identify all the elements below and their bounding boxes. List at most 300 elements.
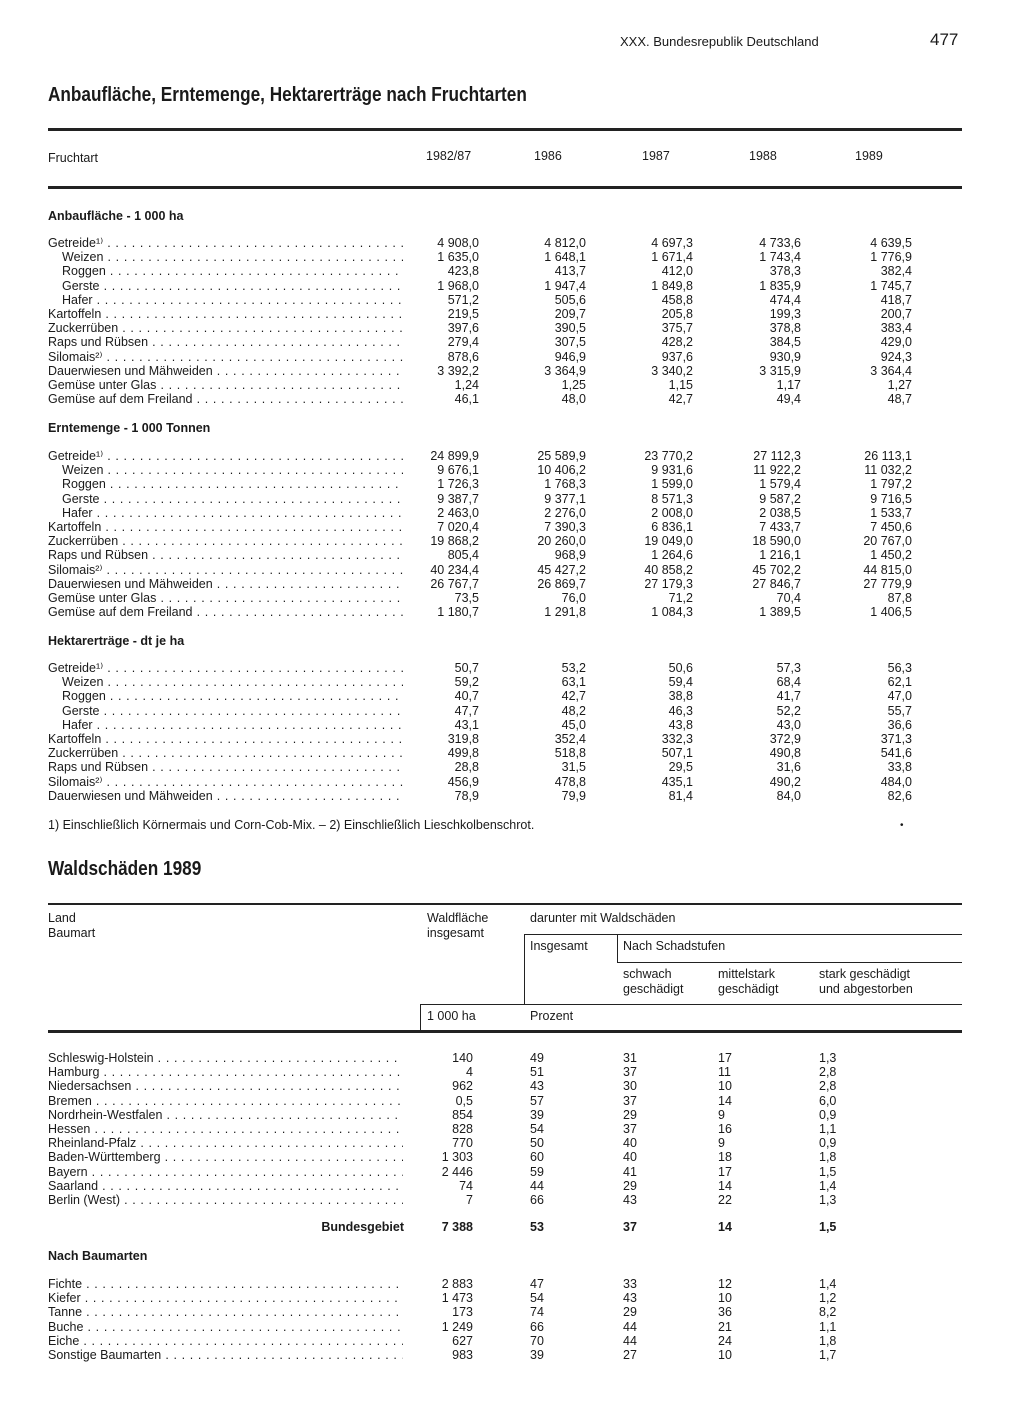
row-label: Kartoffeln . . .	[48, 520, 403, 534]
table-row	[0, 1150, 1024, 1164]
col-1987: 1987	[642, 149, 670, 163]
cell-waldflaeche: 74	[459, 1178, 473, 1193]
table-row	[0, 236, 1024, 250]
cell-value: 1 768,3	[544, 477, 586, 492]
cell-value: 1,8	[819, 1333, 837, 1348]
cell-value: 26 113,1	[864, 449, 912, 463]
row-label: Weizen . . .	[62, 250, 403, 264]
cell-value: 56,3	[887, 661, 912, 675]
row-label: Bayern . . .	[48, 1165, 403, 1179]
cell-value: 383,4	[880, 321, 912, 336]
cell-value: 352,4	[554, 732, 586, 746]
cell-value: 54	[530, 1122, 544, 1136]
cell-value: 7 450,6	[870, 520, 912, 534]
cell-value: 48,2	[561, 703, 586, 718]
cell-value: 319,8	[447, 732, 479, 746]
cell-value: 40	[623, 1150, 637, 1165]
cell-value: 375,7	[661, 321, 693, 336]
row-label: Saarland . . .	[48, 1179, 403, 1193]
cell-value: 45,0	[561, 717, 586, 732]
table-row	[0, 732, 1024, 746]
cell-value: 378,3	[769, 264, 801, 279]
cell-value: 30	[623, 1079, 637, 1094]
cell-value: 40 234,4	[430, 562, 479, 577]
cell-value: 60	[530, 1150, 544, 1165]
cell-value: 25 589,9	[537, 449, 586, 463]
cell-waldflaeche: 627	[452, 1333, 473, 1348]
row-label: Getreide¹⁾ . . .	[48, 661, 403, 675]
cell-value: 1,8	[819, 1150, 837, 1165]
table-row	[0, 307, 1024, 321]
cell-value: 70,4	[776, 591, 801, 605]
cell-value: 27 112,3	[753, 449, 801, 463]
row-label: Rheinland-Pfalz . . .	[48, 1136, 403, 1150]
cell-value: 1,17	[776, 378, 801, 392]
table-row	[0, 1334, 1024, 1348]
cell-value: 1,3	[819, 1193, 837, 1207]
cell-value: 541,6	[880, 746, 912, 761]
cell-value: 1 406,5	[870, 605, 912, 620]
cell-value: 1 533,7	[870, 505, 912, 520]
head-waldflaeche: Waldfläche	[427, 911, 489, 925]
table-row	[0, 378, 1024, 392]
rule-darunter	[524, 934, 962, 935]
cell-value: 4 697,3	[651, 236, 693, 250]
col-1988: 1988	[749, 149, 777, 163]
row-label: Kartoffeln . . .	[48, 307, 403, 321]
head-baumart: Baumart	[48, 926, 96, 940]
cell-value: 53	[530, 1220, 544, 1234]
cell-waldflaeche: 770	[452, 1136, 473, 1151]
table-row	[0, 1122, 1024, 1136]
cell-value: 9 377,1	[544, 491, 586, 506]
row-label: Gemüse auf dem Freiland . . .	[48, 605, 403, 619]
cell-value: 43,0	[776, 717, 801, 732]
cell-waldflaeche: 1 249	[441, 1319, 473, 1334]
cell-value: 507,1	[661, 746, 693, 761]
cell-value: 41	[623, 1164, 637, 1179]
cell-waldflaeche: 0,5	[455, 1093, 473, 1108]
cell-value: 9 716,5	[870, 491, 912, 506]
cell-waldflaeche: 173	[452, 1305, 473, 1320]
cell-value: 9	[718, 1107, 725, 1122]
row-label: Dauerwiesen und Mähweiden . . .	[48, 577, 403, 591]
cell-value: 29	[623, 1178, 637, 1193]
table-row	[0, 577, 1024, 591]
row-label: Gerste . . .	[62, 492, 403, 506]
cell-value: 1 743,4	[759, 250, 801, 265]
row-label: Silomais²⁾ . . .	[48, 563, 403, 577]
table-row	[0, 1291, 1024, 1305]
cell-value: 505,6	[554, 292, 586, 307]
cell-waldflaeche: 962	[452, 1079, 473, 1094]
cell-value: 33	[623, 1277, 637, 1291]
cell-value: 66	[530, 1319, 544, 1334]
cell-value: 10 406,2	[537, 463, 586, 478]
cell-value: 937,6	[661, 349, 693, 364]
cell-value: 4 812,0	[544, 236, 586, 250]
cell-value: 46,3	[668, 703, 693, 718]
table-row	[0, 1305, 1024, 1319]
cell-value: 0,9	[819, 1136, 837, 1151]
cell-value: 21	[718, 1319, 732, 1334]
cell-value: 456,9	[447, 774, 479, 789]
cell-value: 19 868,2	[430, 534, 479, 549]
cell-value: 73,5	[454, 591, 479, 605]
row-label: Zuckerrüben . . .	[48, 746, 403, 760]
table1-footnote: 1) Einschließlich Körnermais und Corn-Cob-Mix. – 2) Einschließlich Lieschkolbenschrot.	[48, 818, 535, 832]
cell-value: 49	[530, 1051, 544, 1065]
cell-value: 1,25	[561, 378, 586, 392]
cell-value: 48,0	[561, 392, 586, 407]
cell-value: 412,0	[661, 264, 693, 279]
table-row	[0, 250, 1024, 264]
cell-value: 1 579,4	[759, 477, 801, 492]
cell-value: 44	[623, 1333, 637, 1348]
cell-value: 7 433,7	[759, 520, 801, 534]
cell-value: 46,1	[454, 392, 479, 407]
cell-value: 31,6	[776, 760, 801, 775]
cell-value: 11 922,2	[753, 463, 801, 478]
row-label: Gemüse auf dem Freiland . . .	[48, 392, 403, 406]
cell-value: 27 846,7	[752, 576, 801, 591]
cell-value: 474,4	[769, 292, 801, 307]
head-waldflaeche-insgesamt: insgesamt	[427, 926, 484, 940]
cell-value: 484,0	[880, 774, 912, 789]
row-label: Gemüse unter Glas . . .	[48, 591, 403, 605]
row-label: Zuckerrüben . . .	[48, 321, 403, 335]
cell-value: 209,7	[554, 307, 586, 321]
table-row	[0, 364, 1024, 378]
cell-value: 3 364,4	[870, 363, 912, 378]
cell-value: 59,2	[454, 675, 479, 690]
cell-value: 29	[623, 1305, 637, 1320]
cell-value: 11	[718, 1065, 731, 1080]
cell-value: 490,2	[769, 774, 801, 789]
cell-value: 279,4	[447, 335, 479, 350]
cell-value: 7 020,4	[437, 520, 479, 534]
cell-value: 48,7	[887, 392, 912, 407]
cell-value: 1,3	[819, 1051, 837, 1065]
cell-value: 78,9	[454, 788, 479, 803]
table-row	[0, 392, 1024, 406]
table2-head-rule	[48, 1030, 962, 1033]
cell-value: 1 745,7	[870, 278, 912, 293]
cell-value: 40,7	[454, 689, 479, 704]
head-land: Land	[48, 911, 76, 925]
cell-value: 924,3	[880, 349, 912, 364]
section-heading: Hektarerträge - dt je ha	[48, 634, 185, 648]
cell-value: 571,2	[447, 292, 479, 307]
cell-value: 36	[718, 1305, 732, 1320]
cell-value: 418,7	[880, 292, 912, 307]
table2-title: Waldschäden 1989	[48, 858, 202, 880]
row-label: Dauerwiesen und Mähweiden . . .	[48, 364, 403, 378]
cell-value: 12	[718, 1277, 732, 1291]
cell-value: 9	[718, 1136, 725, 1151]
cell-value: 59	[530, 1164, 544, 1179]
row-label: Hessen . . .	[48, 1122, 403, 1136]
cell-value: 44 815,0	[863, 562, 912, 577]
cell-value: 17	[718, 1164, 732, 1179]
cell-value: 4 733,6	[759, 236, 801, 250]
cell-value: 41,7	[776, 689, 801, 704]
table-row	[0, 1094, 1024, 1108]
cell-value: 200,7	[880, 307, 912, 321]
cell-value: 1,1	[819, 1319, 837, 1334]
cell-value: 43,1	[454, 717, 479, 732]
row-label: Roggen . . .	[62, 264, 403, 278]
row-label: Roggen . . .	[62, 477, 403, 491]
row-label: Schleswig-Holstein . . .	[48, 1051, 403, 1065]
cell-value: 2 276,0	[544, 505, 586, 520]
head-insgesamt: Insgesamt	[530, 939, 588, 953]
row-label: Getreide¹⁾ . . .	[48, 236, 403, 250]
cell-value: 84,0	[776, 788, 801, 803]
cell-value: 26 869,7	[537, 576, 586, 591]
cell-value: 1 968,0	[437, 278, 479, 293]
cell-value: 413,7	[554, 264, 586, 279]
cell-value: 68,4	[776, 675, 801, 690]
cell-value: 397,6	[447, 321, 479, 336]
table-row	[0, 321, 1024, 335]
row-label: Raps und Rübsen . . .	[48, 760, 403, 774]
table-row	[0, 264, 1024, 278]
table-row	[0, 760, 1024, 774]
cell-value: 1 947,4	[544, 278, 586, 293]
table1-title: Anbaufläche, Erntemenge, Hektarerträge nach Fruchtarten	[48, 84, 527, 106]
table-row	[0, 1136, 1024, 1150]
cell-value: 23 770,2	[644, 449, 693, 463]
cell-value: 42,7	[561, 689, 586, 704]
vrule-schadstufen	[617, 934, 618, 962]
cell-value: 63,1	[561, 675, 586, 690]
cell-value: 20 260,0	[537, 534, 586, 549]
table-row	[0, 1179, 1024, 1193]
vrule-insgesamt	[524, 934, 525, 1004]
cell-value: 478,8	[554, 774, 586, 789]
cell-value: 14	[718, 1178, 732, 1193]
cell-value: 10	[718, 1079, 732, 1094]
cell-value: 47,0	[887, 689, 912, 704]
table2-top-rule	[48, 903, 962, 905]
cell-value: 29	[623, 1107, 637, 1122]
section-heading: Anbaufläche - 1 000 ha	[48, 209, 184, 223]
cell-value: 51	[530, 1065, 544, 1080]
cell-value: 37	[623, 1065, 637, 1080]
row-label: Silomais²⁾ . . .	[48, 350, 403, 364]
cell-value: 9 387,7	[437, 491, 479, 506]
table-row	[0, 1320, 1024, 1334]
cell-value: 27 179,3	[644, 576, 693, 591]
cell-value: 42,7	[668, 392, 693, 407]
cell-value: 19 049,0	[644, 534, 693, 549]
cell-value: 59,4	[668, 675, 693, 690]
head-stark-2: und abgestorben	[819, 982, 913, 996]
cell-value: 16	[718, 1122, 732, 1136]
head-darunter: darunter mit Waldschäden	[530, 911, 676, 925]
cell-value: 1,7	[819, 1348, 837, 1362]
cell-value: 1 180,7	[437, 605, 479, 620]
cell-value: 14	[718, 1220, 732, 1234]
cell-value: 384,5	[769, 335, 801, 350]
cell-value: 490,8	[769, 746, 801, 761]
row-label: Sonstige Baumarten . . .	[48, 1348, 403, 1362]
cell-waldflaeche: 7	[466, 1193, 473, 1207]
table1-head-rule	[48, 186, 962, 189]
cell-value: 435,1	[661, 774, 693, 789]
cell-value: 332,3	[661, 732, 693, 746]
cell-value: 57	[530, 1093, 544, 1108]
cell-value: 219,5	[447, 307, 479, 321]
table-row	[0, 520, 1024, 534]
cell-value: 45 702,2	[752, 562, 801, 577]
cell-value: 3 315,9	[759, 363, 801, 378]
cell-value: 805,4	[447, 548, 479, 563]
cell-value: 24	[718, 1333, 732, 1348]
cell-waldflaeche: 854	[452, 1107, 473, 1122]
row-label: Dauerwiesen und Mähweiden . . .	[48, 789, 403, 803]
head-nach-schadstufen: Nach Schadstufen	[623, 939, 726, 953]
head-unit-prozent: Prozent	[530, 1009, 574, 1023]
cell-value: 43	[530, 1079, 544, 1094]
running-title: XXX. Bundesrepublik Deutschland	[620, 34, 819, 49]
cell-value: 17	[718, 1051, 732, 1065]
cell-value: 66	[530, 1193, 544, 1207]
table-row	[0, 563, 1024, 577]
cell-value: 22	[718, 1193, 732, 1207]
row-label: Zuckerrüben . . .	[48, 534, 403, 548]
head-schwach-2: geschädigt	[623, 982, 684, 996]
cell-value: 55,7	[887, 703, 912, 718]
table-row	[0, 661, 1024, 675]
cell-waldflaeche: 2 446	[441, 1164, 473, 1179]
cell-value: 79,9	[561, 788, 586, 803]
cell-value: 9 587,2	[759, 491, 801, 506]
cell-value: 1 291,8	[544, 605, 586, 620]
total-row	[0, 1220, 1024, 1234]
cell-value: 2 038,5	[759, 505, 801, 520]
row-label: Silomais²⁾ . . .	[48, 775, 403, 789]
cell-value: 40	[623, 1136, 637, 1151]
row-label: Raps und Rübsen . . .	[48, 335, 403, 349]
cell-value: 31,5	[561, 760, 586, 775]
cell-value: 39	[530, 1348, 544, 1362]
cell-value: 878,6	[447, 349, 479, 364]
cell-value: 390,5	[554, 321, 586, 336]
table-row	[0, 704, 1024, 718]
cell-value: 1 264,6	[651, 548, 693, 563]
cell-value: 76,0	[561, 591, 586, 605]
cell-value: 27 779,9	[863, 576, 912, 591]
table-row	[0, 477, 1024, 491]
table-row	[0, 591, 1024, 605]
cell-value: 1 084,3	[651, 605, 693, 620]
col-1982-87: 1982/87	[426, 149, 472, 163]
rule-units	[420, 1004, 962, 1005]
cell-value: 930,9	[769, 349, 801, 364]
row-label: Gerste . . .	[62, 279, 403, 293]
table-row	[0, 548, 1024, 562]
cell-value: 1 671,4	[651, 250, 693, 265]
cell-value: 8,2	[819, 1305, 837, 1320]
table-row	[0, 1079, 1024, 1093]
cell-value: 2,8	[819, 1079, 837, 1094]
cell-value: 1 648,1	[544, 250, 586, 265]
table1-top-rule	[48, 128, 962, 131]
cell-value: 50	[530, 1136, 544, 1151]
cell-waldflaeche: 1 473	[441, 1291, 473, 1306]
cell-value: 372,9	[769, 732, 801, 746]
table-row	[0, 1108, 1024, 1122]
cell-value: 1 635,0	[437, 250, 479, 265]
cell-value: 37	[623, 1220, 637, 1234]
section-heading: Nach Baumarten	[48, 1249, 148, 1263]
cell-value: 57,3	[776, 661, 801, 675]
head-stark: stark geschädigt	[819, 967, 911, 981]
cell-value: 24 899,9	[430, 449, 479, 463]
cell-value: 1,5	[819, 1164, 837, 1179]
cell-value: 1 216,1	[759, 548, 801, 563]
table-row	[0, 746, 1024, 760]
row-label: Raps und Rübsen . . .	[48, 548, 403, 562]
table-row	[0, 350, 1024, 364]
row-label: Gemüse unter Glas . . .	[48, 378, 403, 392]
table-row	[0, 605, 1024, 619]
cell-value: 307,5	[554, 335, 586, 350]
cell-value: 14	[718, 1093, 732, 1108]
cell-value: 18 590,0	[752, 534, 801, 549]
row-label: Weizen . . .	[62, 675, 403, 689]
cell-value: 371,3	[880, 732, 912, 746]
cell-value: 3 364,9	[544, 363, 586, 378]
row-label: Eiche . . .	[48, 1334, 403, 1348]
cell-value: 1,27	[887, 378, 912, 392]
row-label: Bremen . . .	[48, 1094, 403, 1108]
row-label: Weizen . . .	[62, 463, 403, 477]
row-label: Hafer . . .	[62, 506, 403, 520]
row-label: Kartoffeln . . .	[48, 732, 403, 746]
cell-value: 2 008,0	[651, 505, 693, 520]
cell-value: 3 340,2	[651, 363, 693, 378]
cell-value: 428,2	[661, 335, 693, 350]
cell-waldflaeche: 1 303	[441, 1150, 473, 1165]
row-label: Hamburg . . .	[48, 1065, 403, 1079]
cell-value: 0,9	[819, 1107, 837, 1122]
cell-value: 2,8	[819, 1065, 837, 1080]
cell-value: 39	[530, 1107, 544, 1122]
cell-value: 382,4	[880, 264, 912, 279]
cell-waldflaeche: 7 388	[441, 1220, 473, 1234]
cell-value: 1 776,9	[870, 250, 912, 265]
col-1989: 1989	[855, 149, 883, 163]
cell-value: 518,8	[554, 746, 586, 761]
cell-value: 1,5	[819, 1220, 837, 1234]
cell-value: 82,6	[887, 788, 912, 803]
cell-value: 11 032,2	[864, 463, 912, 478]
cell-value: 6 836,1	[651, 520, 693, 534]
row-label: Hafer . . .	[62, 293, 403, 307]
row-label: Fichte . . .	[48, 1277, 403, 1291]
cell-value: 49,4	[776, 392, 801, 407]
cell-value: 1 726,3	[437, 477, 479, 492]
col-1986: 1986	[534, 149, 562, 163]
cell-value: 50,6	[668, 661, 693, 675]
cell-value: 31	[623, 1051, 637, 1065]
cell-value: 1,2	[819, 1291, 837, 1306]
cell-value: 44	[623, 1319, 637, 1334]
cell-value: 9 931,6	[651, 463, 693, 478]
